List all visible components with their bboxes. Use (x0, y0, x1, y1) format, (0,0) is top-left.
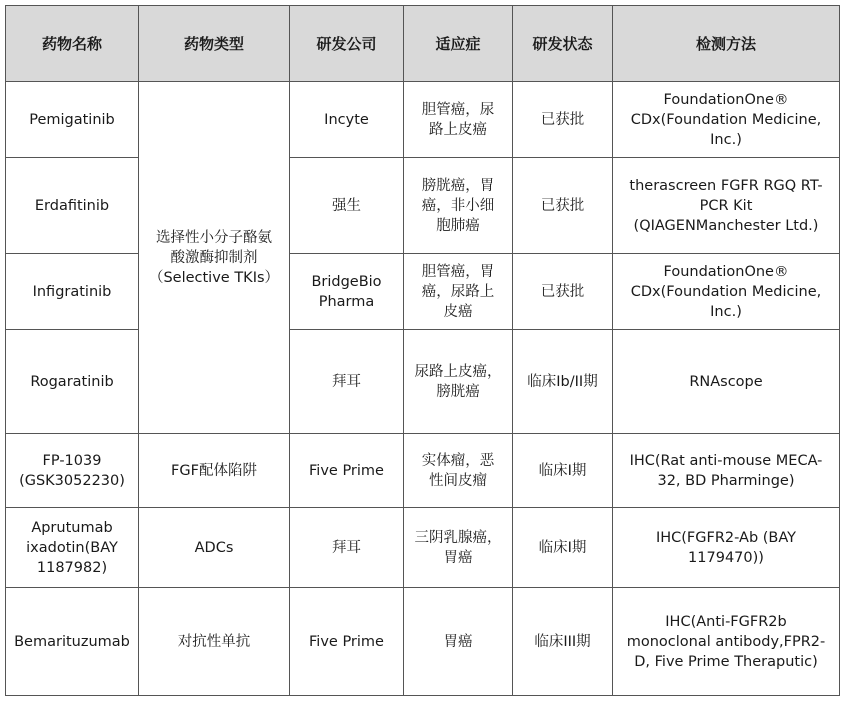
indication-cell: 胃癌 (404, 588, 513, 696)
table-row (6, 254, 840, 330)
header-row (6, 6, 840, 82)
company-cell: Incyte (290, 82, 404, 158)
table-row (6, 508, 840, 588)
status-cell: 已获批 (513, 158, 613, 254)
drug-name-cell: Infigratinib (6, 254, 139, 330)
drug-name-cell: Erdafitinib (6, 158, 139, 254)
header-status: 研发状态 (513, 6, 613, 82)
drug-type-cell: ADCs (139, 508, 290, 588)
method-cell: FoundationOne® CDx(Foundation Medicine, Inc.) (613, 254, 840, 330)
table-row (6, 158, 840, 254)
indication-cell: 三阴乳腺癌， 胃癌 (404, 508, 513, 588)
drug-name-cell: FP-1039 (GSK3052230) (6, 434, 139, 508)
method-cell: therascreen FGFR RGQ RT- PCR Kit (QIAGENManchester Ltd.) (613, 158, 840, 254)
drug-name-cell: Bemarituzumab (6, 588, 139, 696)
status-cell: 临床Ib/II期 (513, 330, 613, 434)
indication-cell: 胆管癌，尿 路上皮癌 (404, 82, 513, 158)
drug-name-cell: Aprutumab ixadotin(BAY 1187982) (6, 508, 139, 588)
drug-table (5, 5, 840, 696)
header-drug-name: 药物名称 (6, 6, 139, 82)
indication-cell: 尿路上皮癌， 膀胱癌 (404, 330, 513, 434)
method-cell: IHC(Anti-FGFR2b monoclonal antibody,FPR2- D, Five Prime Theraputic) (613, 588, 840, 696)
drug-name-cell: Pemigatinib (6, 82, 139, 158)
method-cell: FoundationOne® CDx(Foundation Medicine, Inc.) (613, 82, 840, 158)
company-cell: Five Prime (290, 588, 404, 696)
table-row (6, 434, 840, 508)
method-cell: IHC(FGFR2-Ab (BAY 1179470)) (613, 508, 840, 588)
drug-name-cell: Rogaratinib (6, 330, 139, 434)
table-row (6, 82, 840, 158)
company-cell: 拜耳 (290, 330, 404, 434)
status-cell: 临床I期 (513, 508, 613, 588)
table-row (6, 588, 840, 696)
drug-type-cell: 对抗性单抗 (139, 588, 290, 696)
method-cell: IHC(Rat anti-mouse MECA- 32, BD Pharminge) (613, 434, 840, 508)
company-cell: 拜耳 (290, 508, 404, 588)
drug-type-cell: 选择性小分子酪氨 酸激酶抑制剂 （Selective TKIs） (139, 82, 290, 434)
header-drug-type: 药物类型 (139, 6, 290, 82)
table-row (6, 330, 840, 434)
method-cell: RNAscope (613, 330, 840, 434)
status-cell: 临床III期 (513, 588, 613, 696)
company-cell: BridgeBio Pharma (290, 254, 404, 330)
header-method: 检测方法 (613, 6, 840, 82)
company-cell: 强生 (290, 158, 404, 254)
indication-cell: 实体瘤，恶 性间皮瘤 (404, 434, 513, 508)
indication-cell: 胆管癌，胃 癌，尿路上 皮癌 (404, 254, 513, 330)
drug-type-cell: FGF配体陷阱 (139, 434, 290, 508)
status-cell: 临床I期 (513, 434, 613, 508)
company-cell: Five Prime (290, 434, 404, 508)
status-cell: 已获批 (513, 254, 613, 330)
header-company: 研发公司 (290, 6, 404, 82)
header-indication: 适应症 (404, 6, 513, 82)
indication-cell: 膀胱癌，胃 癌，非小细 胞肺癌 (404, 158, 513, 254)
status-cell: 已获批 (513, 82, 613, 158)
